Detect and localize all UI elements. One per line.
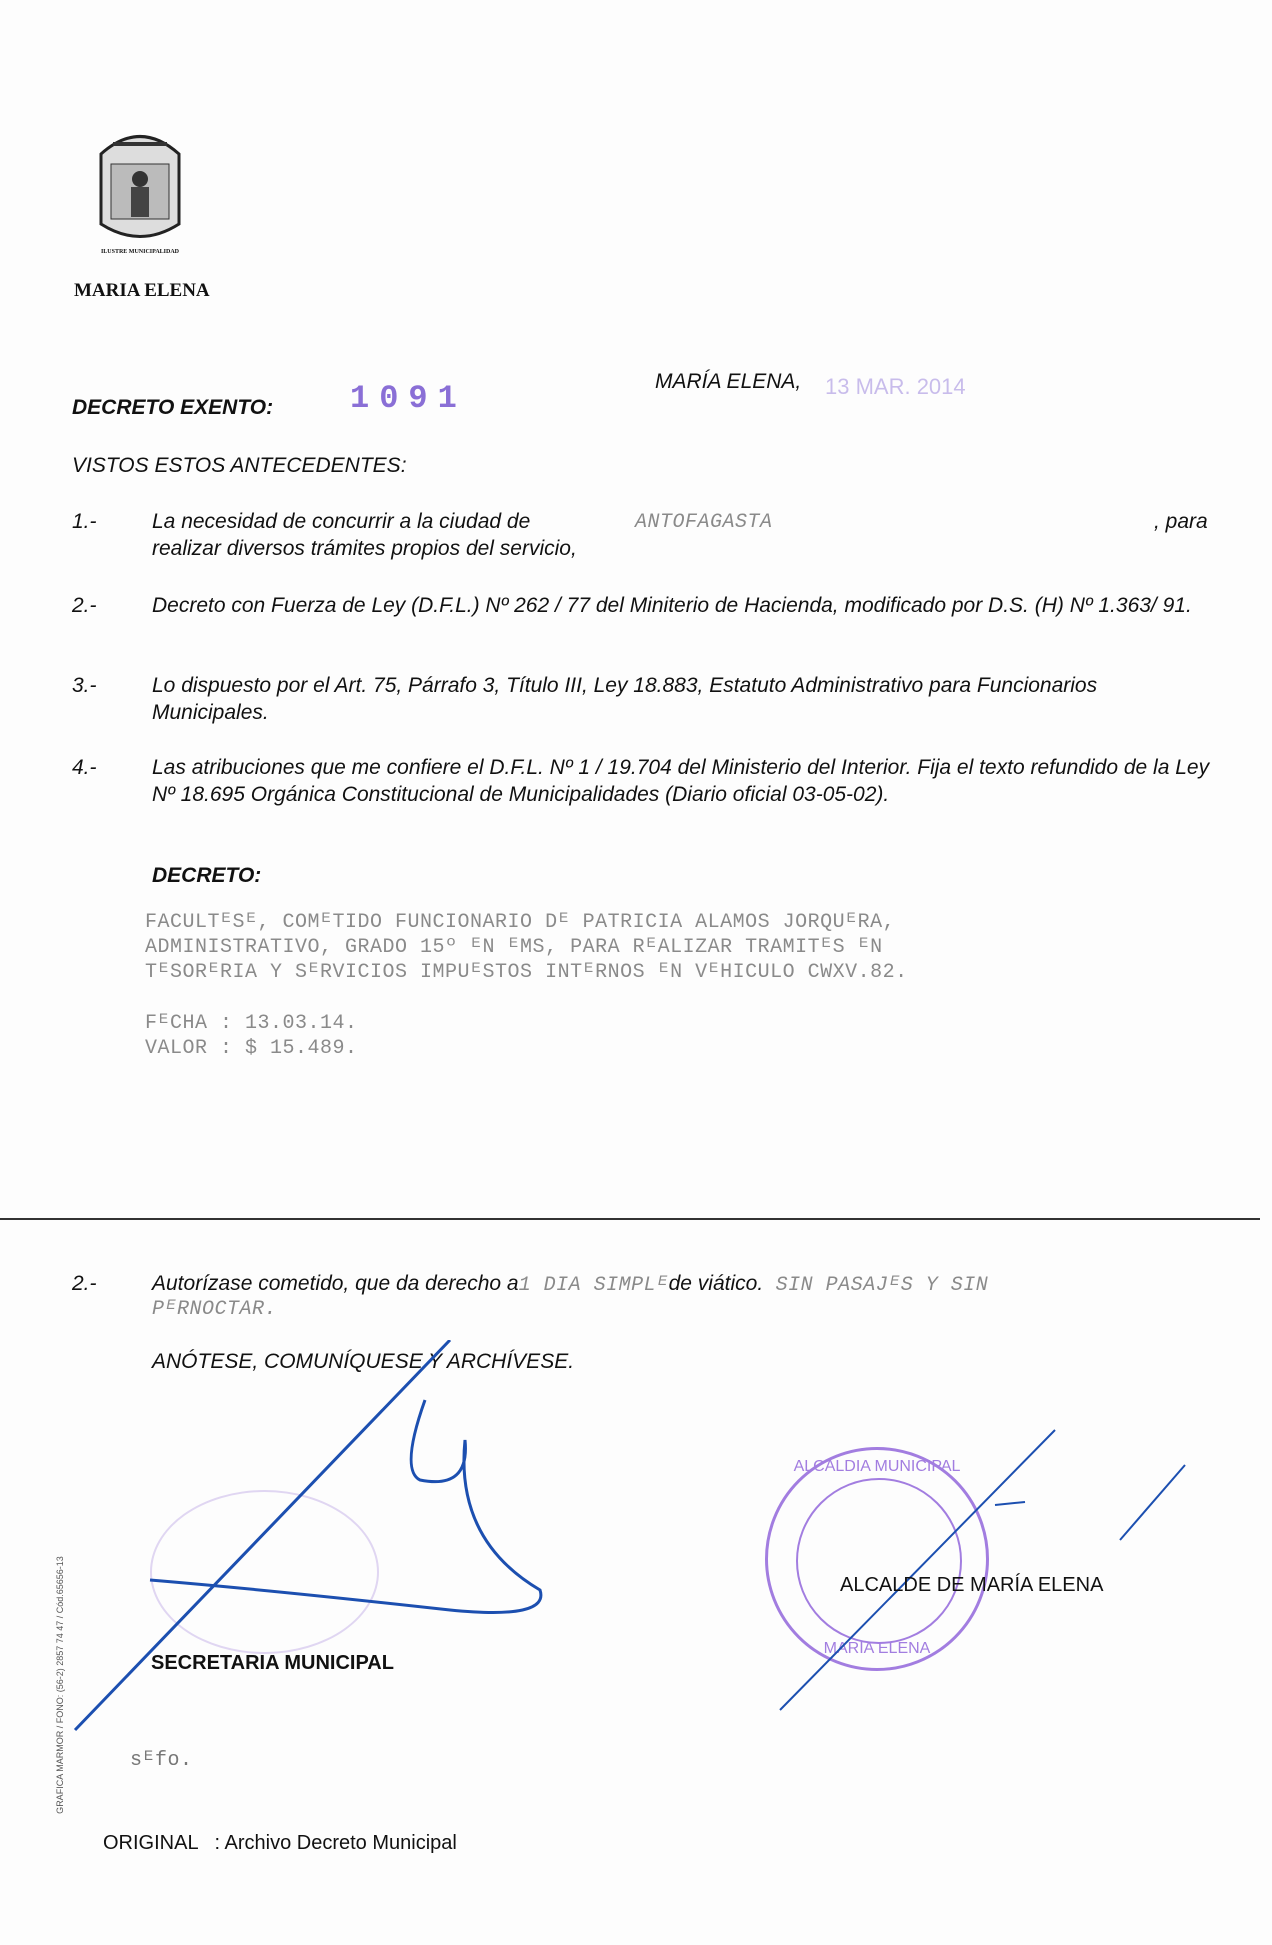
item-text: Decreto con Fuerza de Ley (D.F.L.) Nº 262 / 77 del Miniterio de Hacienda, modificado por D.S. (H) Nº 1.363/ 91. (152, 594, 1192, 617)
typist-initials: sᴱfo. (130, 1749, 193, 1772)
mayor-signature (770, 1420, 1210, 1720)
typed-text: PᴱRNOCTAR. (152, 1298, 278, 1321)
typed-line: TᴱSORᴱRIA Y SᴱRVICIOS IMPUᴱSTOS INTᴱRNOS ᴱN VᴱHICULO CWXV.82. (145, 961, 908, 984)
item-text: Lo dispuesto por el Art. 75, Párrafo 3, Título III, Ley 18.883, Estatuto Administrativo para Funcionarios Municipales. (152, 674, 1098, 724)
decreto-typed-body (145, 910, 908, 1061)
item-text: Las atribuciones que me confiere el D.F.L. Nº 1 / 19.704 del Ministerio del Interior. Fija el texto refundido de la Ley Nº 18.695 Orgánica Constitucional de Municipalidades (Diario oficial 03-05-02). (152, 756, 1210, 806)
distribution-line: ORIGINAL : Archivo Decreto Municipal (103, 1832, 457, 1854)
closing-formula: ANÓTESE, COMUNÍQUESE Y ARCHÍVESE. (152, 1350, 575, 1373)
item-text: de viático. (668, 1272, 764, 1295)
printer-note: GRAFICA MARMOR / FONO: (56-2) 2857 74 47 / Cód.65656-13 (55, 1556, 65, 1814)
seal-text-bottom: MARIA ELENA (823, 1640, 931, 1657)
logo-caption: ILUSTRE MUNICIPALIDAD (100, 249, 180, 255)
typed-line: ADMINISTRATIVO, GRADO 15º ᴱN ᴱMS, PARA RᴱALIZAR TRAMITᴱS ᴱN (145, 936, 883, 959)
secretary-title: SECRETARIA MUNICIPAL (151, 1652, 394, 1674)
item-text: , para (1154, 510, 1208, 533)
item-number: 2.- (72, 594, 97, 617)
date-stamp: 13 MAR. 2014 (825, 374, 966, 399)
divider-line (0, 1218, 1260, 1220)
decree-number-stamp: 1091 (350, 380, 467, 417)
item-number: 2.- (72, 1272, 97, 1295)
typed-days: 1 DIA SIMPLᴱ (518, 1274, 669, 1297)
item-number: 3.- (72, 674, 97, 697)
vistos-heading: VISTOS ESTOS ANTECEDENTES: (72, 454, 407, 477)
item-text: realizar diversos trámites propios del servicio, (152, 537, 577, 560)
typed-line: FACULTᴱSᴱ, COMᴱTIDO FUNCIONARIO Dᴱ PATRICIA ALAMOS JORQUᴱRA, (145, 911, 896, 934)
item-number: 4.- (72, 756, 97, 779)
valor-line: VALOR : $ 15.489. (145, 1037, 358, 1060)
mayor-title: ALCALDE DE MARÍA ELENA (840, 1574, 1104, 1596)
decreto-heading: DECRETO: (152, 864, 262, 887)
secretary-signature (70, 1340, 570, 1740)
fecha-line: FᴱCHA : 13.03.14. (145, 1012, 358, 1035)
item-text: Autorízase cometido, que da derecho a (152, 1272, 519, 1295)
seal-text-top: ALCALDIA MUNICIPAL (793, 1458, 961, 1475)
item-number: 1.- (72, 510, 97, 533)
place-label: MARÍA ELENA, (655, 370, 802, 393)
item-text: La necesidad de concurrir a la ciudad de (152, 510, 531, 533)
typed-text: SIN PASAJᴱS Y SIN (763, 1274, 989, 1297)
destination-city: ANTOFAGASTA (635, 511, 773, 534)
municipal-logo (93, 124, 187, 269)
decree-label: DECRETO EXENTO: (72, 396, 274, 419)
municipality-name: MARIA ELENA (74, 280, 210, 301)
